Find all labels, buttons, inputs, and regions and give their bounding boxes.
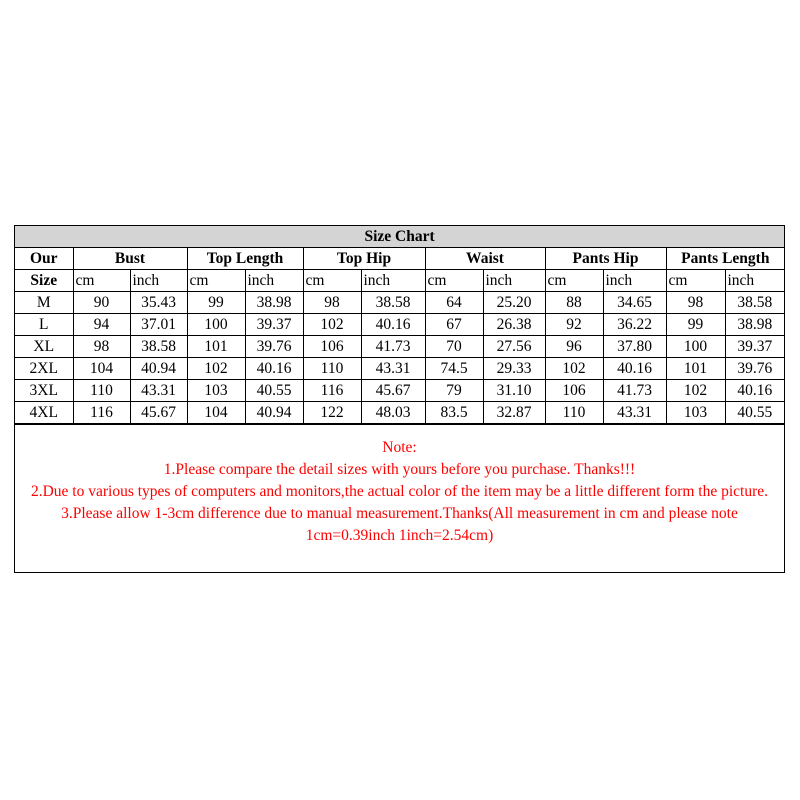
measurement-cell: 40.55 <box>245 380 303 402</box>
unit-label: inch <box>245 270 303 292</box>
measurement-cell: 92 <box>545 314 603 336</box>
measurement-cell: 100 <box>187 314 245 336</box>
measurement-cell: 40.94 <box>245 402 303 424</box>
measurement-cell: 106 <box>545 380 603 402</box>
measurement-cell: 104 <box>187 402 245 424</box>
measurement-cell: 40.16 <box>245 358 303 380</box>
measurement-cell: 122 <box>303 402 361 424</box>
unit-label: cm <box>73 270 130 292</box>
measurement-cell: 26.38 <box>483 314 545 336</box>
size-chart-table <box>15 226 784 424</box>
measurement-cell: 79 <box>425 380 483 402</box>
measurement-cell: 67 <box>425 314 483 336</box>
note-line-1: 1.Please compare the detail sizes with yours before you purchase. Thanks!!! <box>163 461 636 478</box>
measurement-cell: 36.22 <box>603 314 666 336</box>
measurement-cell: 88 <box>545 292 603 314</box>
unit-label: inch <box>725 270 784 292</box>
unit-label: cm <box>187 270 245 292</box>
table-row <box>15 292 784 314</box>
measurement-cell: 102 <box>303 314 361 336</box>
table-row <box>15 358 784 380</box>
size-label: 4XL <box>15 402 73 424</box>
size-header-bottom: Size <box>15 270 73 292</box>
measurement-cell: 101 <box>666 358 725 380</box>
measurement-cell: 116 <box>73 402 130 424</box>
measurement-cell: 104 <box>73 358 130 380</box>
measurement-cell: 100 <box>666 336 725 358</box>
measurement-cell: 45.67 <box>361 380 425 402</box>
measurement-cell: 39.76 <box>725 358 784 380</box>
size-header-top: Our <box>15 248 73 270</box>
measurement-cell: 94 <box>73 314 130 336</box>
notes-section <box>15 424 784 547</box>
measurement-cell: 106 <box>303 336 361 358</box>
measurement-cell: 45.67 <box>130 402 187 424</box>
measurement-cell: 103 <box>187 380 245 402</box>
table-title: Size Chart <box>15 226 784 248</box>
measurement-cell: 34.65 <box>603 292 666 314</box>
measurement-cell: 70 <box>425 336 483 358</box>
measurement-cell: 90 <box>73 292 130 314</box>
measurement-cell: 37.01 <box>130 314 187 336</box>
measurement-cell: 74.5 <box>425 358 483 380</box>
group-header-pants-hip: Pants Hip <box>545 248 666 270</box>
unit-label: inch <box>361 270 425 292</box>
measurement-cell: 64 <box>425 292 483 314</box>
size-label: 2XL <box>15 358 73 380</box>
group-header-pants-length: Pants Length <box>666 248 784 270</box>
measurement-cell: 38.98 <box>725 314 784 336</box>
measurement-cell: 37.80 <box>603 336 666 358</box>
measurement-cell: 98 <box>73 336 130 358</box>
measurement-cell: 27.56 <box>483 336 545 358</box>
measurement-cell: 41.73 <box>603 380 666 402</box>
measurement-cell: 101 <box>187 336 245 358</box>
measurement-cell: 31.10 <box>483 380 545 402</box>
group-header-top-hip: Top Hip <box>303 248 425 270</box>
unit-label: cm <box>303 270 361 292</box>
measurement-cell: 38.58 <box>130 336 187 358</box>
unit-label: inch <box>603 270 666 292</box>
measurement-cell: 39.76 <box>245 336 303 358</box>
measurement-cell: 25.20 <box>483 292 545 314</box>
table-row <box>15 380 784 402</box>
measurement-cell: 116 <box>303 380 361 402</box>
group-header-top-length: Top Length <box>187 248 303 270</box>
size-label: 3XL <box>15 380 73 402</box>
size-label: M <box>15 292 73 314</box>
measurement-cell: 40.16 <box>603 358 666 380</box>
table-row <box>15 402 784 424</box>
measurement-cell: 39.37 <box>725 336 784 358</box>
measurement-cell: 38.58 <box>725 292 784 314</box>
unit-label: cm <box>666 270 725 292</box>
size-label: XL <box>15 336 73 358</box>
group-header-waist: Waist <box>425 248 545 270</box>
group-header-bust: Bust <box>73 248 187 270</box>
measurement-cell: 32.87 <box>483 402 545 424</box>
measurement-cell: 35.43 <box>130 292 187 314</box>
measurement-cell: 96 <box>545 336 603 358</box>
measurement-cell: 38.98 <box>245 292 303 314</box>
measurement-cell: 40.94 <box>130 358 187 380</box>
measurement-cell: 110 <box>303 358 361 380</box>
measurement-cell: 83.5 <box>425 402 483 424</box>
unit-label: cm <box>425 270 483 292</box>
measurement-cell: 102 <box>666 380 725 402</box>
table-row <box>15 314 784 336</box>
unit-label: cm <box>545 270 603 292</box>
measurement-cell: 110 <box>545 402 603 424</box>
measurement-cell: 103 <box>666 402 725 424</box>
measurement-cell: 43.31 <box>361 358 425 380</box>
measurement-cell: 39.37 <box>245 314 303 336</box>
size-label: L <box>15 314 73 336</box>
table-row <box>15 336 784 358</box>
measurement-cell: 98 <box>303 292 361 314</box>
measurement-cell: 48.03 <box>361 402 425 424</box>
unit-label: inch <box>130 270 187 292</box>
size-chart-sheet <box>14 225 785 573</box>
measurement-cell: 102 <box>545 358 603 380</box>
measurement-cell: 40.16 <box>725 380 784 402</box>
measurement-cell: 98 <box>666 292 725 314</box>
measurement-cell: 43.31 <box>130 380 187 402</box>
measurement-cell: 43.31 <box>603 402 666 424</box>
measurement-cell: 29.33 <box>483 358 545 380</box>
measurement-cell: 41.73 <box>361 336 425 358</box>
measurement-cell: 99 <box>666 314 725 336</box>
measurement-cell: 99 <box>187 292 245 314</box>
measurement-cell: 38.58 <box>361 292 425 314</box>
note-line-2: 2.Due to various types of computers and monitors,the actual color of the item may be a little different form the picture. <box>30 483 769 500</box>
measurement-cell: 102 <box>187 358 245 380</box>
note-line-3: 3.Please allow 1-3cm difference due to manual measurement.Thanks(All measurement in cm and please note 1cm=0.39inch 1inch=2.54cm) <box>61 505 738 544</box>
unit-label: inch <box>483 270 545 292</box>
measurement-cell: 110 <box>73 380 130 402</box>
table-body <box>15 292 784 424</box>
measurement-cell: 40.55 <box>725 402 784 424</box>
measurement-cell: 40.16 <box>361 314 425 336</box>
notes-heading: Note: <box>382 439 417 456</box>
